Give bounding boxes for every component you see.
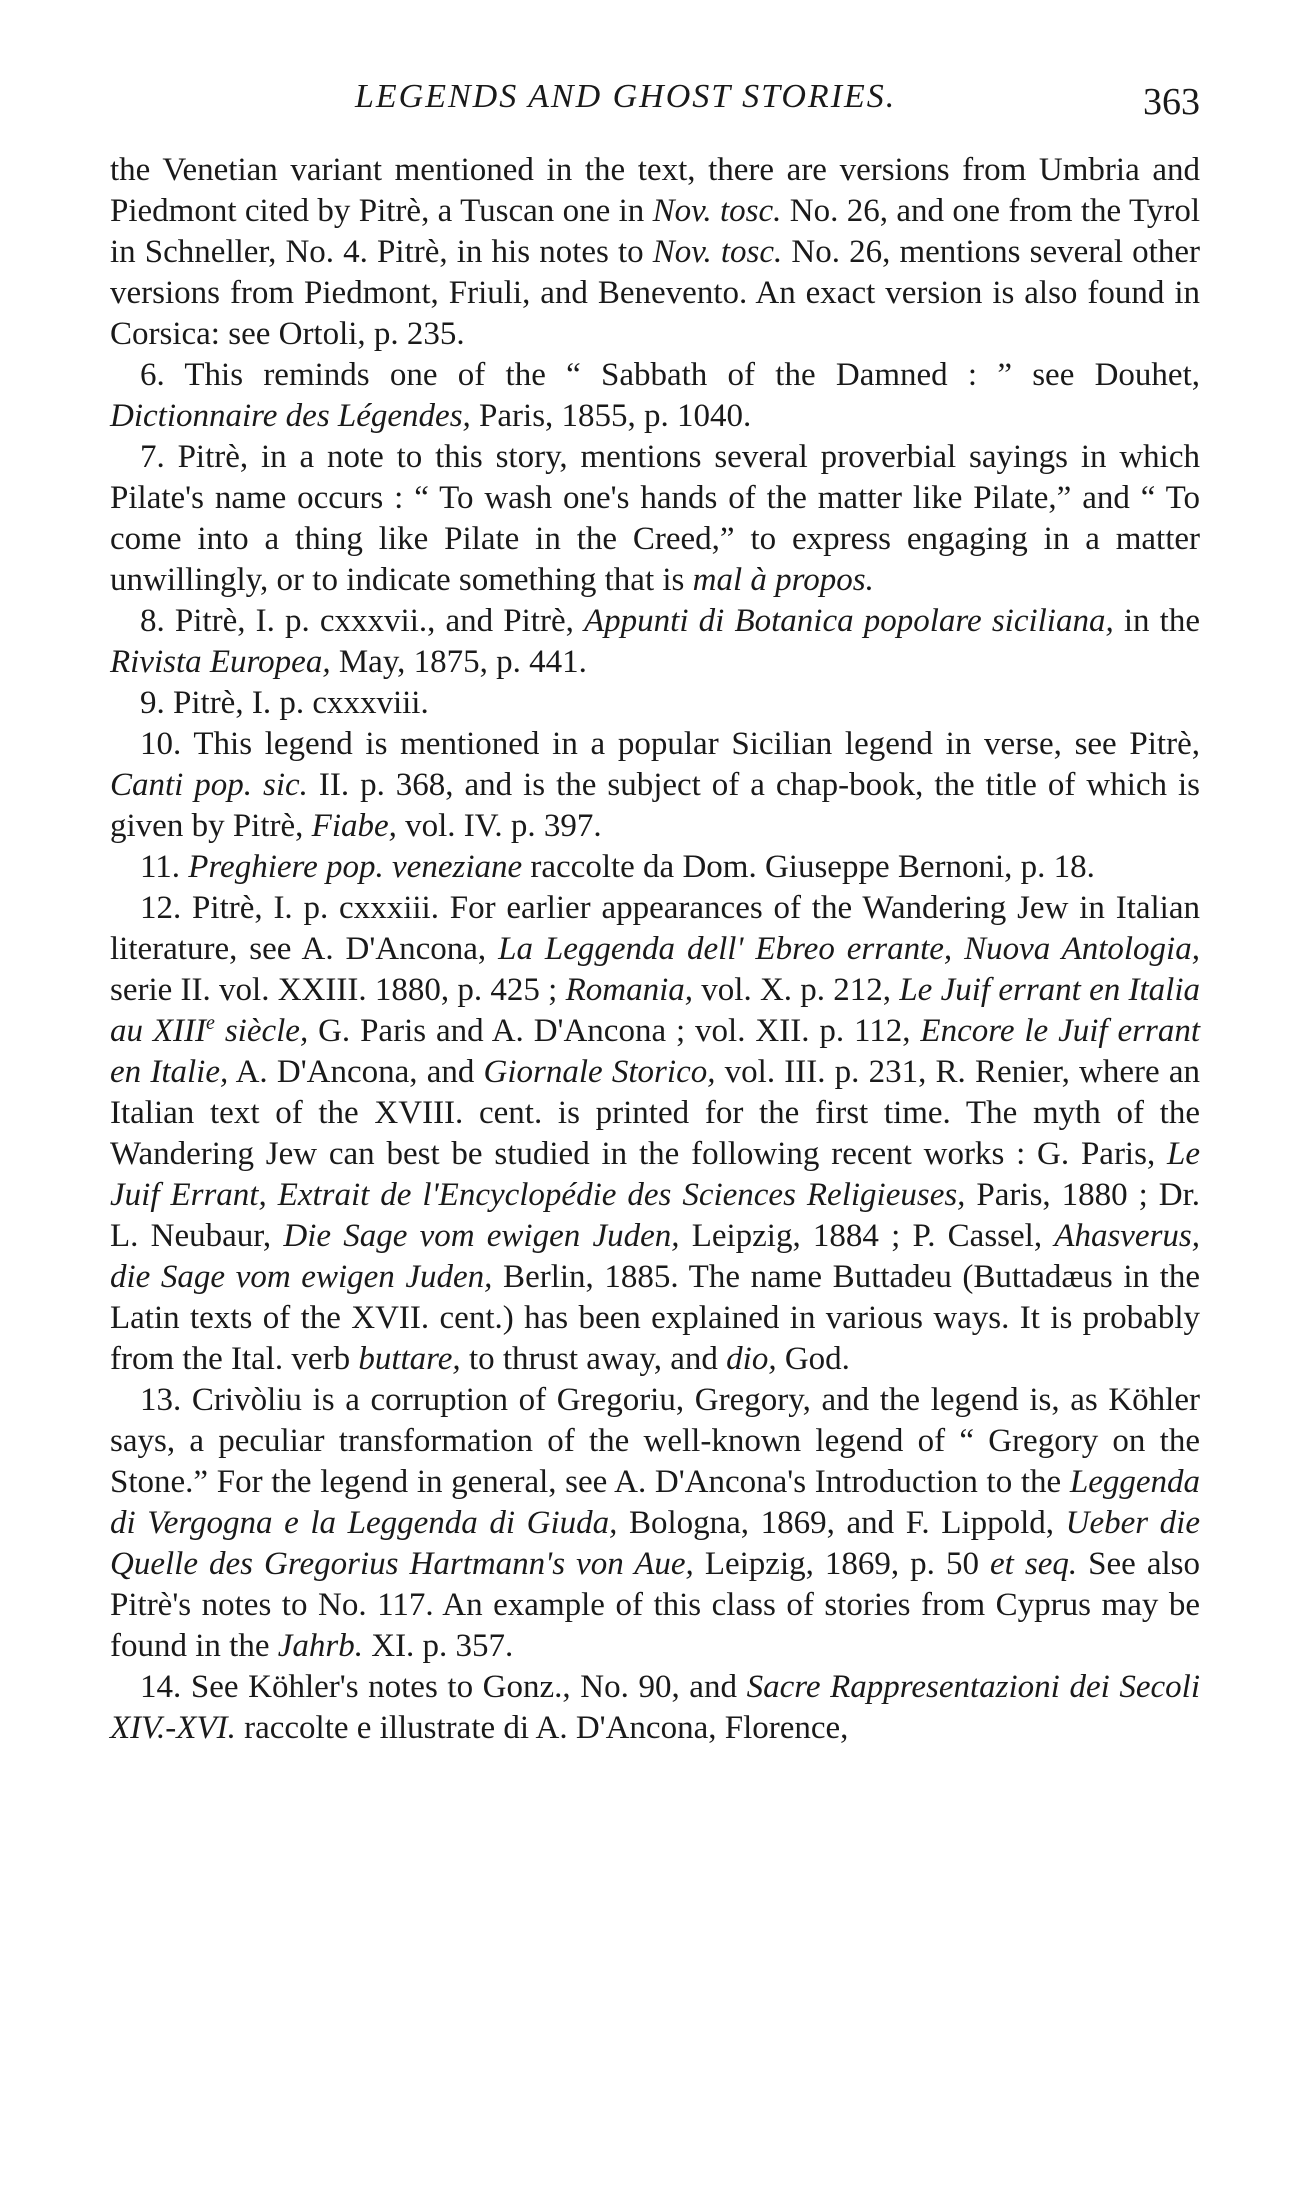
text-run: 6. This reminds one of the “ Sabbath of the Damned : ” see Douhet, — [140, 357, 1200, 393]
italic-run: Encore le Juif errant en Italie, — [110, 1013, 1200, 1090]
italic-run: Fiabe, — [311, 808, 397, 844]
text-run: 8. Pitrè, I. p. cxxxvii., and Pitrè, — [140, 603, 585, 639]
text-run: vol. III. p. 231, R. Renier, where an Italian text of the XVIII. cent. is printed for the first time. The myth of the Wandering Jew can best be studied in the following recent works : G. Paris, — [110, 1054, 1201, 1172]
note-7 — [110, 437, 1200, 601]
italic-run: et seq. — [990, 1546, 1078, 1582]
text-run: No. 26, and one from the Tyrol in Schneller, No. 4. Pitrè, in his notes to — [110, 193, 1200, 270]
text-run: serie II. vol. XXIII. 1880, p. 425 ; — [110, 972, 566, 1008]
text-run: vol. IV. p. 397. — [396, 808, 602, 844]
text-run: II. p. 368, and is the subject of a chap-book, the title of which is given by Pitrè, — [110, 767, 1200, 844]
text-run: G. Paris and A. D'Ancona ; vol. XII. p. 112, — [308, 1013, 921, 1049]
text-run: 11. — [140, 849, 189, 885]
italic-run: Nov. tosc. — [652, 193, 782, 229]
italic-run: Preghiere pop. veneziane — [188, 849, 523, 885]
note-13 — [110, 1380, 1200, 1667]
italic-run: Romania, — [565, 972, 694, 1008]
italic-run: Le Juif Errant, Extrait de l'Encyclopédie des Sciences Religieuses, — [110, 1136, 1200, 1213]
italic-run: Le Juif errant en Italia au XIII — [110, 972, 1200, 1049]
text-run: God. — [776, 1341, 850, 1377]
text-run: 13. Crivòliu is a corruption of Gregoriu, Gregory, and the legend is, as Köhler says, a peculiar transformation of the well-known legend of “ Gregory on the Stone.” For the legend in general, see A. D'Ancona's Introduction to the — [110, 1382, 1200, 1500]
text-run: Leipzig, 1884 ; P. Cassel, — [679, 1218, 1055, 1254]
note-12 — [110, 888, 1200, 1380]
italic-run: siècle, — [214, 1013, 309, 1049]
text-run: in the — [1113, 603, 1200, 639]
text-run: A. D'Ancona, and — [228, 1054, 484, 1090]
text-run: raccolte e illustrate di A. D'Ancona, Florence, — [235, 1710, 849, 1746]
text-run: XI. p. 357. — [362, 1628, 514, 1664]
text-run: May, 1875, p. 441. — [330, 644, 587, 680]
note-11 — [110, 847, 1200, 888]
note-8 — [110, 601, 1200, 683]
text-run: raccolte da Dom. Giuseppe Bernoni, p. 18. — [522, 849, 1095, 885]
italic-run: Leggenda di Vergogna e la Leggenda di Giuda, — [110, 1464, 1200, 1541]
italic-run: Giornale Storico, — [483, 1054, 716, 1090]
italic-run: La Leggenda dell' Ebreo errante, Nuova Antologia, — [498, 931, 1200, 967]
running-title: LEGENDS AND GHOST STORIES. — [355, 78, 897, 115]
italic-run: buttare, — [358, 1341, 461, 1377]
italic-run: Die Sage vom ewigen Juden, — [283, 1218, 680, 1254]
note-6 — [110, 355, 1200, 437]
note-9 — [110, 683, 1200, 724]
text-run: Berlin, 1885. The name Buttadeu (Buttadæus in the Latin texts of the XVII. cent.) has been explained in various ways. It is probably from the Ital. verb — [110, 1259, 1200, 1377]
italic-run: mal à propos. — [692, 562, 874, 598]
text-run: 14. See Köhler's notes to Gonz., No. 90, and — [140, 1669, 747, 1705]
text-run: Paris, 1880 ; Dr. L. Neubaur, — [110, 1177, 1200, 1254]
italic-run: Canti pop. sic. — [110, 767, 308, 803]
notes-body — [110, 150, 1200, 1749]
text-run: 9. Pitrè, I. p. cxxxviii. — [140, 685, 429, 721]
text-run: Bologna, 1869, and F. Lippold, — [617, 1505, 1066, 1541]
superscript: e — [206, 1012, 215, 1034]
text-run: to thrust away, and — [460, 1341, 727, 1377]
italic-run: Jahrb. — [277, 1628, 363, 1664]
text-run: Paris, 1855, p. 1040. — [470, 398, 752, 434]
italic-run: Nov. tosc. — [652, 234, 783, 270]
text-run: See also Pitrè's notes to No. 117. An example of this class of stories from Cyprus may be found in the — [110, 1546, 1200, 1664]
text-run: 10. This legend is mentioned in a popular Sicilian legend in verse, see Pitrè, — [140, 726, 1200, 762]
text-run: vol. X. p. 212, — [693, 972, 900, 1008]
note-5-continuation — [110, 150, 1200, 355]
italic-run: Dictionnaire des Légendes, — [110, 398, 471, 434]
italic-run: Sacre Rappresentazioni dei Secoli XIV.-XVI. — [110, 1669, 1200, 1746]
italic-run: Ueber die Quelle des Gregorius Hartmann's von Aue, — [110, 1505, 1200, 1582]
text-run: Leipzig, 1869, p. 50 — [693, 1546, 991, 1582]
italic-run: dio, — [726, 1341, 777, 1377]
note-14 — [110, 1667, 1200, 1749]
text-run: the Venetian variant mentioned in the text, there are versions from Umbria and Piedmont cited by Pitrè, a Tuscan one in — [110, 152, 1200, 229]
italic-run: Ahasverus, die Sage vom ewigen Juden, — [110, 1218, 1201, 1295]
text-run: 12. Pitrè, I. p. cxxxiii. For earlier appearances of the Wandering Jew in Italian literature, see A. D'Ancona, — [110, 890, 1200, 967]
text-run: No. 26, mentions several other versions from Piedmont, Friuli, and Benevento. An exact version is also found in Corsica: see Ortoli, p. 235. — [110, 234, 1200, 352]
note-10 — [110, 724, 1200, 847]
italic-run: Appunti di Botanica popolare siciliana, — [584, 603, 1114, 639]
text-run: 7. Pitrè, in a note to this story, mentions several proverbial sayings in which Pilate's name occurs : “ To wash one's hands of the matter like Pilate,” and “ To come into a thing like Pilate in the Creed,” to express engaging in a matter unwillingly, or to indicate something that is — [110, 439, 1200, 598]
italic-run: Rivista Europea, — [110, 644, 331, 680]
page-number: 363 — [1143, 81, 1200, 123]
